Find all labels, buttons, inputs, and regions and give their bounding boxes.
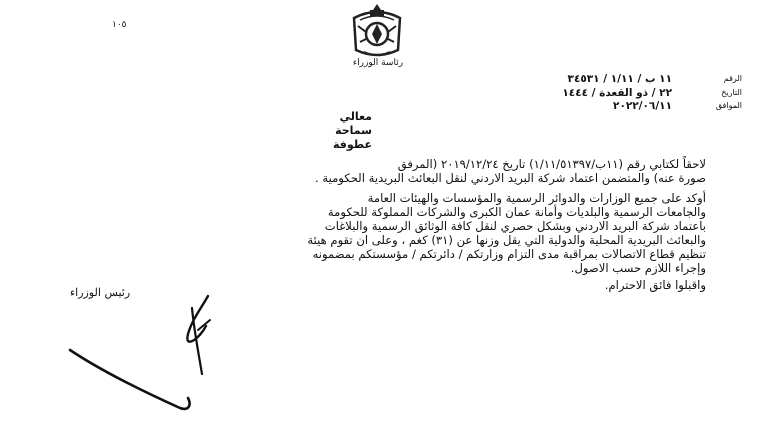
paragraph-2-line-6: وإجراء اللازم حسب الاصول. <box>570 261 706 275</box>
date-value: ٢٢ / ذو القعدة / ١٤٤٤ <box>562 87 672 99</box>
equivalent-date-value: ٢٠٢٢/٠٦/١١ <box>613 100 672 112</box>
date-label: التاريخ <box>721 88 742 97</box>
reference-label: الرقم <box>723 74 742 83</box>
reference-row <box>342 74 742 86</box>
paragraph-2-line-2: والجامعات الرسمية والبلديات وأمانة عمان الكبرى والشركات المملوكة للحكومة <box>327 205 706 219</box>
paragraph-2-line-4: والبعائث البريدية المحلية والدولية التي يقل وزنها عن (٣١) كغم ، وعلى ان تقوم هيئة <box>307 233 706 247</box>
equivalent-date-label: الموافق <box>715 101 742 110</box>
equivalent-date-row <box>342 101 742 113</box>
handwritten-signature <box>60 290 230 420</box>
coat-of-arms-icon <box>346 2 408 62</box>
addressee-line-3: عطوفة <box>333 138 372 151</box>
paragraph-2-line-5: تنظيم قطاع الاتصالات بمراقبة مدى التزام وزارتكم / دائرتكم / مؤسستكم بمضمونه <box>312 247 706 261</box>
paragraph-2-line-1: أوكد على جميع الوزارات والدوائر الرسمية والمؤسسات والهيئات العامة <box>367 191 706 205</box>
page-number: ١٠٥ <box>112 20 127 30</box>
seal-caption: رئاسة الوزراء <box>352 58 404 68</box>
paragraph-1-line-1: لاحقاً لكتابي رقم (١١ب/١/١١/٥١٣٩٧) تاريخ ٢٠١٩/١٢/٢٤ (المرفق <box>397 157 706 171</box>
addressee-line-1: معالي <box>339 110 372 123</box>
signatory-title: رئيس الوزراء <box>70 286 131 299</box>
addressee-line-2: سماحة <box>335 124 372 137</box>
paragraph-1-line-2: صورة عنه) والمتضمن اعتماد شركة البريد الاردني لنقل البعائث البريدية الحكومية . <box>315 171 706 185</box>
closing-line: واقبلوا فائق الاحترام. <box>604 278 706 292</box>
reference-value: ١١ ب / ١/١١ / ٣٤٥٣١ <box>567 73 672 85</box>
paragraph-2-line-3: باعتماد شركة البريد الاردني وبشكل حصري لنقل كافة الوثائق الرسمية والبلاغات <box>324 219 706 233</box>
date-row <box>342 88 742 100</box>
